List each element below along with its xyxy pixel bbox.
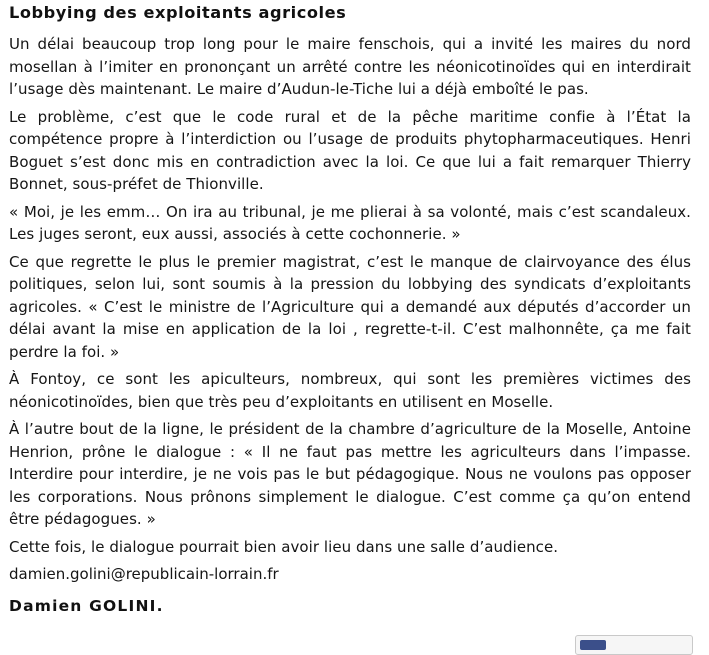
article — [9, 2, 691, 617]
article-title: Lobbying des exploitants agricoles — [9, 3, 347, 22]
author-email-link[interactable]: damien.golini@republicain-lorrain.fr — [9, 565, 279, 583]
article-paragraph-6: À l’autre bout de la ligne, le président de la chambre d’agriculture de la Moselle, Antoine Henrion, prône le dialogue : « Il ne faut pas mettre les agriculteurs dans l’impasse. Interdire pour interdire, je ne vois pas le but pédagogique. Nous ne voulons pas opposer les corporations. Nous prônons simplement le dialogue. C’est comme ça qu’on entend être pédagogues. » — [9, 420, 691, 528]
page-control-widget[interactable] — [575, 635, 693, 655]
article-paragraph-3: « Moi, je les emm… On ira au tribunal, je me plierai à sa volonté, mais c’est scandaleux. Les juges seront, eux aussi, associés à cette cochonnerie. » — [9, 202, 691, 243]
author-signature: Damien GOLINI. — [9, 596, 164, 615]
article-paragraph-2: Le problème, c’est que le code rural et de la pêche maritime confie à l’État la compétence propre à l’interdiction ou l’usage de produits phytopharmaceutiques. Henri Boguet s’est donc mis en contradiction avec la loi. Ce que lui a fait remarquer Thierry Bonnet, sous-préfet de Thionville. — [9, 107, 691, 193]
article-paragraph-4: Ce que regrette le plus le premier magistrat, c’est le manque de clairvoyance des élus politiques, selon lui, sont soumis à la pression du lobbying des syndicats d’exploitants agricoles. « C’est le ministre de l’Agriculture qui a demandé aux députés d’accorder un délai avant la mise en application de la loi , regrette-t-il. C’est malhonnête, ça me fait perdre la foi. » — [9, 252, 691, 361]
article-paragraph-5: À Fontoy, ce sont les apiculteurs, nombreux, qui sont les premières victimes des néonicotinoïdes, bien que très peu d’exploitants en utilisent en Moselle. — [9, 370, 691, 411]
article-paragraph-7: Cette fois, le dialogue pourrait bien avoir lieu dans une salle d’audience. — [9, 537, 559, 556]
page-control-knob[interactable] — [580, 640, 606, 650]
article-paragraph-1: Un délai beaucoup trop long pour le maire fenschois, qui a invité les maires du nord mosellan à l’imiter en prononçant un arrêté contre les néonicotinoïdes qui en interdirait l’usage dès maintenant. Le maire d’Audun-le-Tiche lui a déjà emboîté le pas. — [9, 35, 691, 98]
